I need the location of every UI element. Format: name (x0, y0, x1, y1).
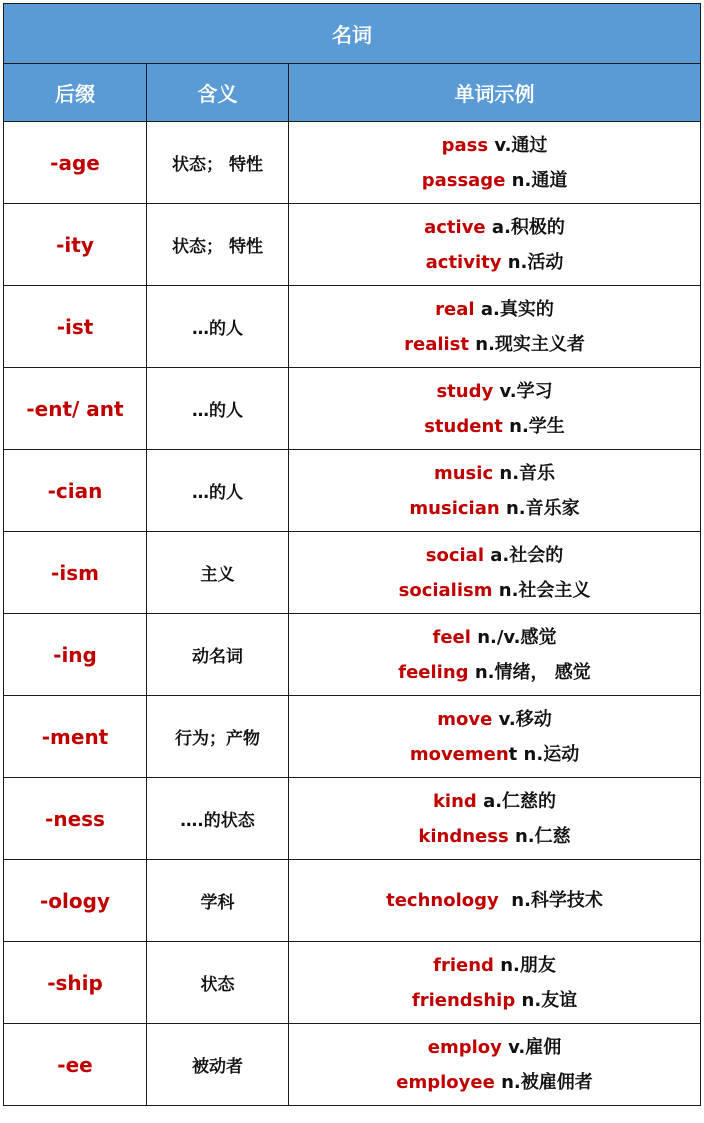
suffix-cell: -ee (4, 1024, 147, 1106)
example-line (289, 128, 700, 163)
example-word: active (424, 216, 486, 238)
example-line (289, 655, 700, 690)
suffix-cell: -ity (4, 204, 147, 286)
suffix-cell: -ship (4, 942, 147, 1024)
table-body (4, 122, 701, 1106)
example-line (289, 1065, 700, 1100)
meaning-cell: 状态； 特性 (147, 204, 289, 286)
example-word: pass (441, 134, 489, 156)
table-row (4, 614, 701, 696)
examples-cell (289, 778, 701, 860)
meaning-cell: …的人 (147, 286, 289, 368)
table-row (4, 942, 701, 1024)
example-gloss: n.友谊 (515, 989, 578, 1011)
example-line (289, 948, 700, 983)
table-row (4, 778, 701, 860)
example-gloss: a.真实的 (474, 298, 554, 320)
example-word: technology (386, 890, 499, 911)
example-line (289, 702, 700, 737)
example-line (289, 327, 700, 362)
example-word: activity (425, 251, 502, 273)
meaning-cell: 主义 (147, 532, 289, 614)
example-word: feel (432, 626, 471, 648)
example-gloss: a.仁慈的 (476, 790, 557, 812)
example-gloss: n.仁慈 (508, 825, 571, 847)
suffix-table (3, 3, 701, 1106)
examples-cell (289, 860, 701, 942)
example-gloss: n.活动 (501, 251, 564, 273)
example-line (289, 983, 700, 1018)
example-word: study (436, 380, 494, 402)
example-line (289, 883, 700, 918)
example-word: student (424, 415, 503, 437)
examples-cell (289, 1024, 701, 1106)
suffix-cell: -cian (4, 450, 147, 532)
example-gloss: n.情绪， 感觉 (468, 661, 591, 683)
example-gloss: n.音乐家 (499, 497, 580, 519)
example-line (289, 292, 700, 327)
example-gloss: v.学习 (493, 380, 553, 402)
example-word: music (433, 462, 494, 484)
example-line (289, 163, 700, 198)
example-word: musician (409, 497, 500, 519)
example-word: realist (404, 333, 469, 355)
example-gloss: n.学生 (502, 415, 565, 437)
example-gloss: n./v.感觉 (470, 626, 557, 648)
example-line (289, 784, 700, 819)
example-word: employee (396, 1071, 495, 1093)
examples-cell (289, 696, 701, 778)
meaning-cell: 被动者 (147, 1024, 289, 1106)
suffix-cell: -ness (4, 778, 147, 860)
example-line (289, 538, 700, 573)
example-line (289, 819, 700, 854)
example-gloss: t n.运动 (508, 743, 580, 765)
example-word: employ (427, 1036, 502, 1058)
example-word: feeling (398, 661, 469, 683)
example-gloss: a.社会的 (484, 544, 564, 566)
meaning-cell: 动名词 (147, 614, 289, 696)
examples-cell (289, 942, 701, 1024)
examples-cell (289, 368, 701, 450)
example-gloss: v.移动 (492, 708, 552, 730)
example-word: social (425, 544, 484, 566)
example-word: movemen (409, 743, 509, 765)
example-line (289, 620, 700, 655)
example-gloss: v.雇佣 (501, 1036, 562, 1058)
example-gloss: n.音乐 (493, 462, 556, 484)
example-gloss: n.朋友 (493, 954, 556, 976)
example-line (289, 491, 700, 526)
example-gloss: n.社会主义 (492, 579, 591, 601)
meaning-cell: …的人 (147, 368, 289, 450)
example-word: kind (432, 790, 477, 812)
suffix-cell: -ist (4, 286, 147, 368)
table-row (4, 696, 701, 778)
suffix-cell: -age (4, 122, 147, 204)
example-word: socialism (398, 579, 493, 601)
meaning-cell: 学科 (147, 860, 289, 942)
table-row (4, 368, 701, 450)
suffix-cell: -ment (4, 696, 147, 778)
suffix-cell: -ent/ ant (4, 368, 147, 450)
example-word: real (435, 298, 475, 320)
example-gloss: v.通过 (488, 134, 548, 156)
example-gloss: n.现实主义者 (469, 333, 585, 355)
header-meaning: 含义 (147, 64, 289, 122)
example-gloss: n.通道 (505, 169, 568, 191)
example-gloss: a.积极的 (485, 216, 565, 238)
example-line (289, 456, 700, 491)
table-row (4, 532, 701, 614)
example-word: move (437, 708, 493, 730)
header-examples: 单词示例 (289, 64, 701, 122)
example-line (289, 210, 700, 245)
example-line (289, 245, 700, 280)
examples-cell (289, 286, 701, 368)
examples-cell (289, 122, 701, 204)
suffix-cell: -ism (4, 532, 147, 614)
example-line (289, 409, 700, 444)
meaning-cell: …的人 (147, 450, 289, 532)
meaning-cell: ….的状态 (147, 778, 289, 860)
example-line (289, 374, 700, 409)
table-row (4, 860, 701, 942)
suffix-cell: -ing (4, 614, 147, 696)
example-gloss: n.科学技术 (498, 890, 603, 911)
examples-cell (289, 614, 701, 696)
example-word: kindness (418, 825, 509, 847)
table-row (4, 122, 701, 204)
examples-cell (289, 450, 701, 532)
meaning-cell: 状态； 特性 (147, 122, 289, 204)
examples-cell (289, 532, 701, 614)
header-suffix: 后缀 (4, 64, 147, 122)
meaning-cell: 状态 (147, 942, 289, 1024)
table-row (4, 286, 701, 368)
example-line (289, 1030, 700, 1065)
example-gloss: n.被雇佣者 (494, 1071, 593, 1093)
example-word: friendship (411, 989, 516, 1011)
table-row (4, 204, 701, 286)
example-line (289, 573, 700, 608)
table-row (4, 1024, 701, 1106)
suffix-cell: -ology (4, 860, 147, 942)
examples-cell (289, 204, 701, 286)
example-line (289, 737, 700, 772)
table-title: 名词 (4, 4, 701, 64)
table-row (4, 450, 701, 532)
example-word: passage (421, 169, 506, 191)
example-word: friend (433, 954, 494, 976)
meaning-cell: 行为；产物 (147, 696, 289, 778)
